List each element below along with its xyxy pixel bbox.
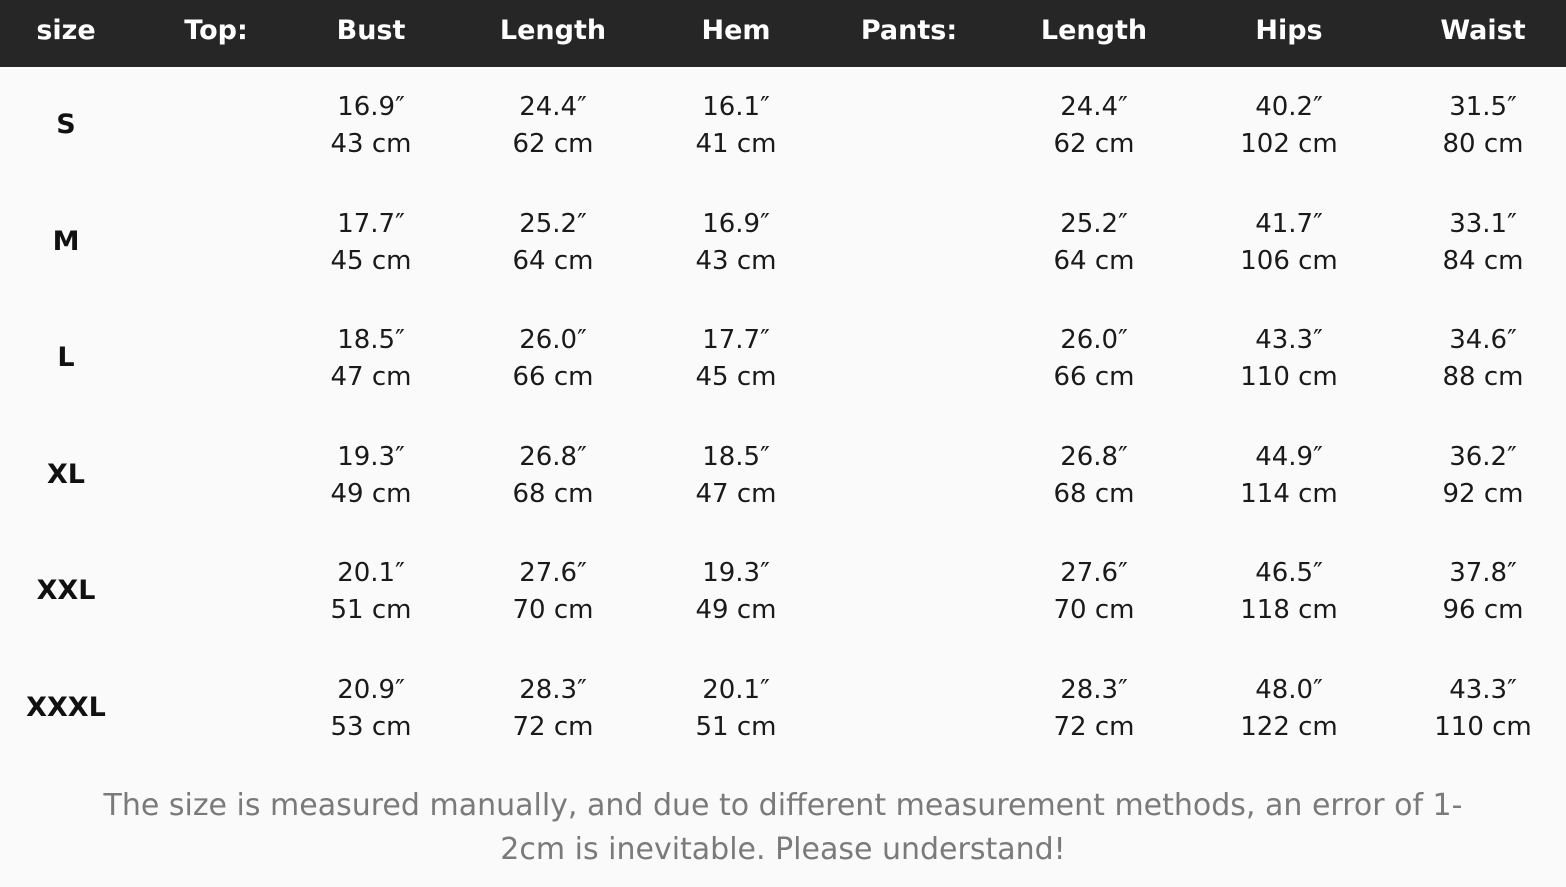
- cm-value: 68 cm: [1053, 478, 1135, 509]
- hem-cell: [626, 439, 846, 513]
- header-hem: Hem: [701, 15, 771, 46]
- header-pants: Pants:: [860, 15, 958, 46]
- cm-value: 106 cm: [1240, 245, 1338, 276]
- hips-cell: [1179, 322, 1399, 396]
- hips-cell: [1179, 672, 1399, 746]
- cm-value: 53 cm: [330, 711, 412, 742]
- inch-value: 16.9″: [702, 208, 770, 239]
- inch-value: 26.8″: [1060, 441, 1128, 472]
- hips-cell: [1179, 206, 1399, 280]
- cm-value: 70 cm: [512, 595, 594, 625]
- cm-value: 47 cm: [330, 362, 412, 392]
- measurement-footnote: The size is measured manually, and due to different measurement methods, an error of 1-2cm is inevitable. Please understand!: [103, 788, 1463, 867]
- waist-cell: [1373, 555, 1566, 629]
- inch-value: 27.6″: [519, 558, 587, 588]
- table-row: [0, 650, 1566, 766]
- table-row: [0, 300, 1566, 416]
- header-pants-length: Length: [1040, 15, 1148, 46]
- hips-cell: [1179, 89, 1399, 163]
- header-size: size: [36, 15, 96, 46]
- inch-value: 26.8″: [519, 441, 587, 472]
- size-label: M: [52, 225, 80, 257]
- cm-value: 41 cm: [695, 129, 777, 159]
- inch-value: 24.4″: [1060, 92, 1128, 122]
- cm-value: 66 cm: [1053, 362, 1135, 392]
- waist-cell: [1373, 439, 1566, 513]
- inch-value: 20.9″: [337, 674, 405, 705]
- cm-value: 64 cm: [1053, 245, 1135, 276]
- hem-cell: [626, 322, 846, 396]
- waist-cell: [1373, 89, 1566, 163]
- cm-value: 88 cm: [1442, 362, 1524, 392]
- cm-value: 43 cm: [330, 129, 412, 159]
- pants-length-cell: [984, 206, 1204, 280]
- pants-length-cell: [984, 555, 1204, 629]
- inch-value: 17.7″: [337, 208, 405, 239]
- inch-value: 16.9″: [337, 92, 405, 122]
- header-hips: Hips: [1255, 15, 1323, 46]
- table-header: [0, 0, 1566, 67]
- table-row: [0, 184, 1566, 300]
- cm-value: 102 cm: [1240, 129, 1338, 159]
- inch-value: 20.1″: [702, 674, 770, 705]
- inch-value: 17.7″: [702, 325, 770, 355]
- size-label: XL: [46, 458, 86, 490]
- cm-value: 49 cm: [330, 478, 412, 509]
- cm-value: 96 cm: [1442, 595, 1524, 625]
- inch-value: 36.2″: [1449, 441, 1517, 472]
- inch-value: 43.3″: [1449, 674, 1517, 705]
- inch-value: 40.2″: [1255, 92, 1323, 122]
- inch-value: 18.5″: [337, 325, 405, 355]
- cm-value: 72 cm: [512, 711, 594, 742]
- pants-length-cell: [984, 89, 1204, 163]
- cm-value: 114 cm: [1240, 478, 1338, 509]
- cm-value: 68 cm: [512, 478, 594, 509]
- inch-value: 46.5″: [1255, 558, 1323, 588]
- size-label: S: [56, 109, 76, 140]
- inch-value: 28.3″: [519, 674, 587, 705]
- cm-value: 45 cm: [330, 245, 412, 276]
- cm-value: 66 cm: [512, 362, 594, 392]
- inch-value: 19.3″: [702, 558, 770, 588]
- cm-value: 118 cm: [1240, 595, 1338, 625]
- inch-value: 18.5″: [702, 441, 770, 472]
- cm-value: 47 cm: [695, 478, 777, 509]
- inch-value: 25.2″: [1060, 208, 1128, 239]
- header-waist: Waist: [1440, 15, 1526, 46]
- inch-value: 20.1″: [337, 558, 405, 588]
- cm-value: 110 cm: [1240, 362, 1338, 392]
- hips-cell: [1179, 439, 1399, 513]
- header-top-length: Length: [499, 15, 607, 46]
- header-top: Top:: [184, 15, 248, 46]
- cm-value: 49 cm: [695, 595, 777, 625]
- hem-cell: [626, 206, 846, 280]
- cm-value: 62 cm: [1053, 129, 1135, 159]
- cm-value: 70 cm: [1053, 595, 1135, 625]
- cm-value: 45 cm: [695, 362, 777, 392]
- inch-value: 16.1″: [702, 92, 770, 122]
- inch-value: 44.9″: [1255, 441, 1323, 472]
- waist-cell: [1373, 672, 1566, 746]
- inch-value: 31.5″: [1449, 92, 1517, 122]
- cm-value: 62 cm: [512, 129, 594, 159]
- inch-value: 37.8″: [1449, 558, 1517, 588]
- cm-value: 110 cm: [1434, 711, 1532, 742]
- cm-value: 64 cm: [512, 245, 594, 276]
- inch-value: 26.0″: [519, 325, 587, 355]
- inch-value: 33.1″: [1449, 208, 1517, 239]
- hips-cell: [1179, 555, 1399, 629]
- table-row: [0, 67, 1566, 183]
- inch-value: 41.7″: [1255, 208, 1323, 239]
- inch-value: 24.4″: [519, 92, 587, 122]
- cm-value: 43 cm: [695, 245, 777, 276]
- cm-value: 92 cm: [1442, 478, 1524, 509]
- pants-length-cell: [984, 672, 1204, 746]
- cm-value: 122 cm: [1240, 711, 1338, 742]
- inch-value: 34.6″: [1449, 325, 1517, 355]
- inch-value: 27.6″: [1060, 558, 1128, 588]
- waist-cell: [1373, 322, 1566, 396]
- cm-value: 84 cm: [1442, 245, 1524, 276]
- waist-cell: [1373, 206, 1566, 280]
- table-row: [0, 533, 1566, 649]
- pants-length-cell: [984, 439, 1204, 513]
- cm-value: 72 cm: [1053, 711, 1135, 742]
- cm-value: 51 cm: [330, 595, 412, 625]
- inch-value: 48.0″: [1255, 674, 1323, 705]
- inch-value: 19.3″: [337, 441, 405, 472]
- header-bust: Bust: [336, 15, 406, 46]
- inch-value: 26.0″: [1060, 325, 1128, 355]
- size-label: XXXL: [26, 691, 106, 723]
- inch-value: 28.3″: [1060, 674, 1128, 705]
- inch-value: 25.2″: [519, 208, 587, 239]
- size-label: XXL: [36, 575, 96, 606]
- cm-value: 51 cm: [695, 711, 777, 742]
- size-label: L: [57, 342, 75, 373]
- inch-value: 43.3″: [1255, 325, 1323, 355]
- hem-cell: [626, 672, 846, 746]
- cm-value: 80 cm: [1442, 129, 1524, 159]
- hem-cell: [626, 89, 846, 163]
- hem-cell: [626, 555, 846, 629]
- table-row: [0, 417, 1566, 533]
- pants-length-cell: [984, 322, 1204, 396]
